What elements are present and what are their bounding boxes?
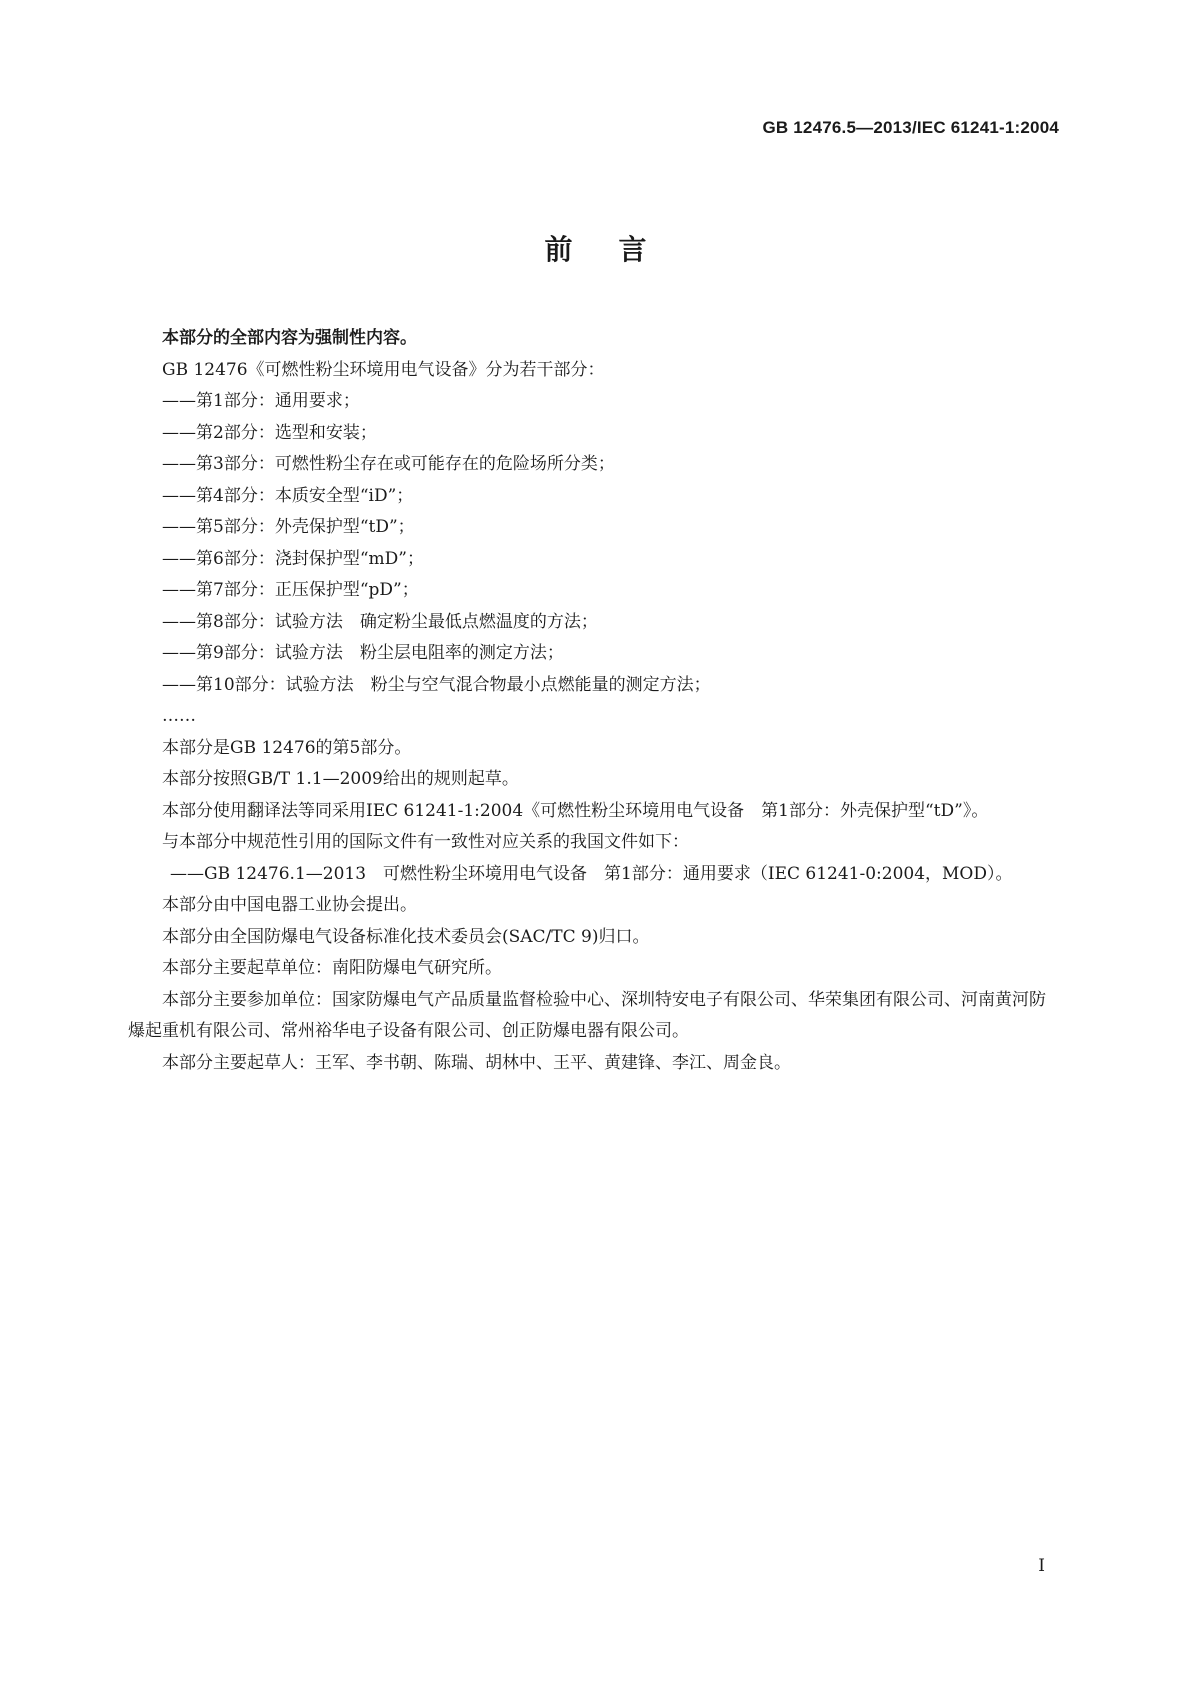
part-list-item: ——第4部分：本质安全型“iD”； [162,485,414,506]
mandatory-statement: 本部分的全部内容为强制性内容。 [162,328,417,348]
part-list-item: ——第2部分：选型和安装； [162,422,377,443]
page-number: I [1038,1556,1045,1576]
correspondence-intro: 与本部分中规范性引用的国际文件有一致性对应关系的我国文件如下： [162,832,689,852]
main-drafters-statement: 本部分主要起草人：王军、李书朝、陈瑞、胡林中、王平、黄建锋、李江、周金良。 [162,1052,791,1073]
foreword-body [128,323,1060,1079]
part-list-item: ——第7部分：正压保护型“pD”； [162,580,419,600]
part-list-item: ——第8部分：试验方法 确定粉尘最低点燃温度的方法； [162,611,598,632]
page-title: 前言 [544,233,693,266]
division-statement: GB 12476《可燃性粉尘环境用电气设备》分为若干部分： [162,359,605,380]
drafting-rules-statement: 本部分按照GB/T 1.1—2009给出的规则起草。 [162,769,519,789]
part-list-item: ——第6部分：浇封保护型“mD”； [162,548,424,569]
part-list-item: ——第3部分：可燃性粉尘存在或可能存在的危险场所分类； [162,454,615,474]
adoption-statement: 本部分使用翻译法等同采用IEC 61241-1:2004《可燃性粉尘环境用电气设备 第1部分：外壳保护型“tD”》。 [162,800,989,821]
part-list-item: ——第5部分：外壳保护型“tD”； [162,517,415,537]
standard-number-header: GB 12476.5—2013/IEC 61241-1:2004 [762,118,1059,137]
part-list-item: ——第10部分：试验方法 粉尘与空气混合物最小点燃能量的测定方法； [162,674,711,695]
part-list-item: ——第1部分：通用要求； [162,391,360,411]
proposed-by-statement: 本部分由中国电器工业协会提出。 [162,895,417,915]
list-ellipsis: …… [162,706,196,726]
this-part-statement: 本部分是GB 12476的第5部分。 [162,737,412,758]
participating-units-statement: 本部分主要参加单位：国家防爆电气产品质量监督检验中心、深圳特安电子有限公司、华荣集团有限公司、河南黄河防爆起重机有限公司、常州裕华电子设备有限公司、创正防爆电器有限公司。 [128,989,1046,1041]
centralized-by-statement: 本部分由全国防爆电气设备标准化技术委员会(SAC/TC 9)归口。 [162,926,650,947]
correspondence-item: ——GB 12476.1—2013 可燃性粉尘环境用电气设备 第1部分：通用要求（IEC 61241-0:2004，MOD）。 [170,863,1013,884]
part-list-item: ——第9部分：试验方法 粉尘层电阻率的测定方法； [162,643,564,663]
main-drafter-unit-statement: 本部分主要起草单位：南阳防爆电气研究所。 [162,958,502,978]
